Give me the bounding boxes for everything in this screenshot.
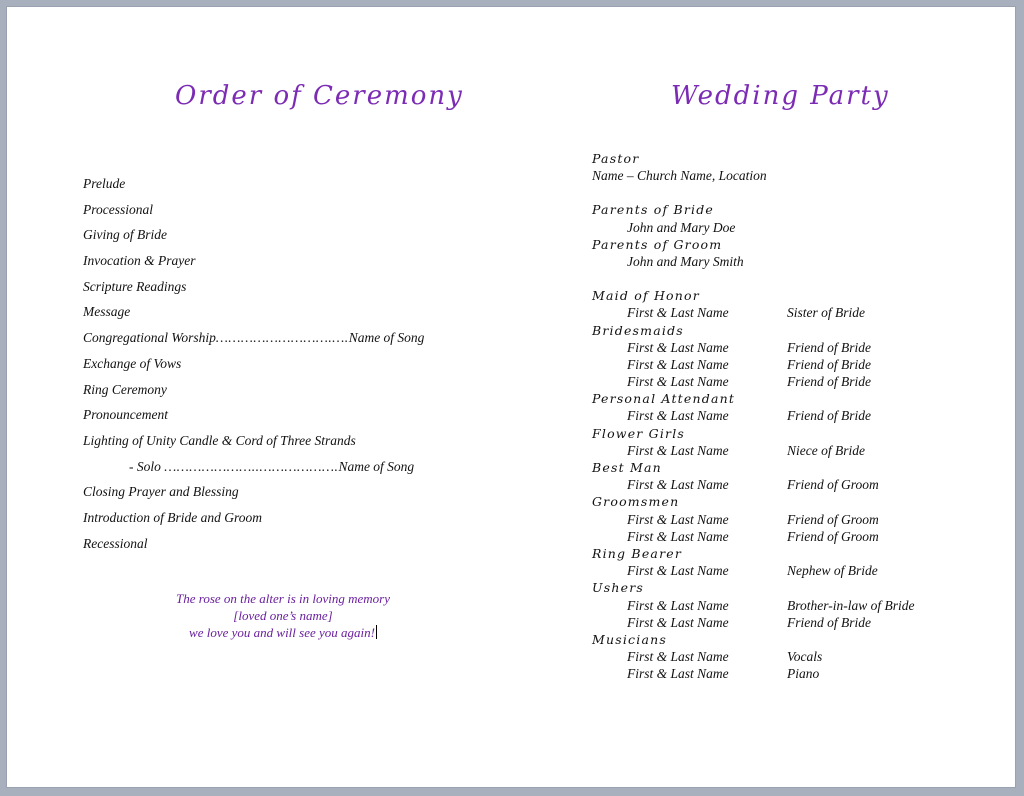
leader-dots: ……………………….…. [215,330,349,346]
memorial-line-last[interactable] [103,624,463,641]
role-heading: Ring Bearer [592,545,683,561]
member-relation: Vocals [787,649,823,665]
member-name: First & Last Name [627,511,729,527]
party-member [592,339,914,356]
parents-names: John and Mary Smith [627,253,744,269]
role-heading: Best Man [592,460,662,475]
document-page [7,7,1015,787]
role-heading: Flower Girls [592,425,686,441]
memorial-line: we love you and will see you again! [189,625,375,640]
member-relation: Niece of Bride [787,442,865,458]
member-name: First & Last Name [627,528,729,544]
role-heading: Parents of Bride [592,202,715,218]
solo-label: - Solo [129,458,161,474]
member-name: First & Last Name [627,666,729,682]
parents-names: John and Mary Doe [627,219,736,235]
member-name: First & Last Name [627,614,729,630]
role-heading: Groomsmen [592,494,680,510]
role-heading: Ushers [592,580,644,596]
party-member [592,562,914,579]
ceremony-item: Closing Prayer and Blessing [83,484,239,500]
memorial-note [103,590,463,641]
pastor-name: Name – Church Name, Location [592,168,767,184]
ceremony-item: Message [83,304,131,320]
member-relation: Friend of Bride [787,339,871,355]
party-member [592,528,914,545]
role-heading: Musicians [592,631,667,647]
leader-dots: …………………..………………. [164,458,339,474]
text-cursor [376,625,377,639]
wedding-party-title: Wedding Party [671,81,890,111]
member-name: First & Last Name [627,477,729,493]
role-heading: Pastor [592,151,640,166]
memorial-line: The rose on the alter is in loving memory [176,591,390,606]
member-relation: Sister of Bride [787,305,865,321]
member-relation: Friend of Bride [787,614,871,630]
role-heading: Maid of Honor [592,288,700,304]
worship-label: Congregational Worship [83,330,216,346]
party-member [592,373,914,390]
member-relation: Friend of Bride [787,374,871,390]
role-heading: Parents of Groom [592,236,723,252]
ceremony-item-worship [83,325,424,351]
ceremony-item: Lighting of Unity Candle & Cord of Three Strands [83,432,356,448]
ceremony-item: Recessional [83,535,148,551]
party-member [592,511,914,528]
party-member [592,614,914,631]
role-heading: Bridesmaids [592,322,684,338]
ceremony-item: Prelude [83,176,126,191]
party-member [592,648,914,665]
ceremony-item: Pronouncement [83,407,168,423]
member-relation: Friend of Bride [787,356,871,372]
member-relation: Friend of Groom [787,511,879,527]
ceremony-item: Ring Ceremony [83,381,167,397]
member-name: First & Last Name [627,356,729,372]
worship-song: Name of Song [348,330,425,346]
member-relation: Friend of Groom [787,528,879,544]
ceremony-order-list [83,171,424,556]
member-relation: Friend of Bride [787,408,871,424]
order-of-ceremony-title: Order of Ceremony [175,81,464,111]
member-relation: Nephew of Bride [787,563,878,579]
party-member [592,356,914,373]
party-member [592,476,914,493]
party-member [592,442,914,459]
ceremony-item: Processional [83,201,153,217]
solo-song: Name of Song [338,458,415,474]
ceremony-item: Exchange of Vows [83,355,182,371]
role-heading: Personal Attendant [592,391,736,407]
party-member [592,597,914,614]
member-name: First & Last Name [627,408,729,424]
party-member [592,665,914,682]
ceremony-item: Giving of Bride [83,227,167,243]
member-relation: Friend of Groom [787,477,879,493]
member-name: First & Last Name [627,597,729,613]
ceremony-item-solo [83,454,424,480]
party-member [592,407,914,424]
party-member [592,304,914,321]
member-name: First & Last Name [627,563,729,579]
member-name: First & Last Name [627,442,729,458]
member-relation: Brother-in-law of Bride [787,597,915,613]
member-name: First & Last Name [627,649,729,665]
memorial-line: [loved one’s name] [233,608,333,623]
member-name: First & Last Name [627,374,729,390]
ceremony-item: Invocation & Prayer [83,253,196,269]
member-name: First & Last Name [627,305,729,321]
member-name: First & Last Name [627,339,729,355]
wedding-party-list [592,150,914,682]
ceremony-item: Scripture Readings [83,278,187,294]
ceremony-item: Introduction of Bride and Groom [83,509,262,525]
member-relation: Piano [787,666,820,682]
